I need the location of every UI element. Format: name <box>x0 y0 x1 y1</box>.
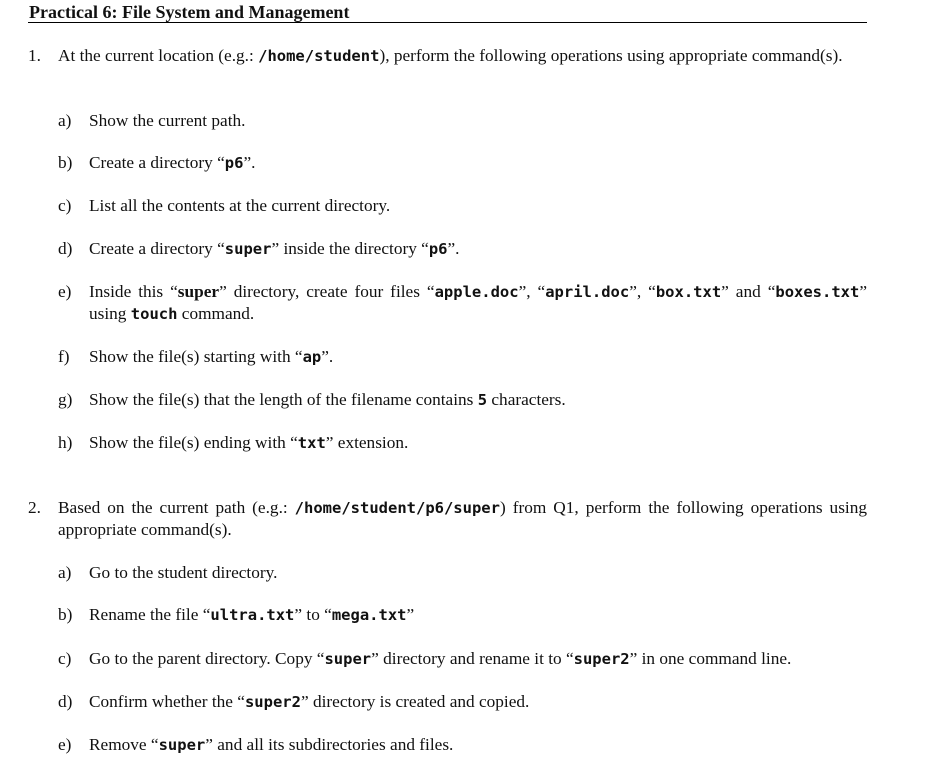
item-label: g) <box>58 390 73 409</box>
q2-item-c <box>58 648 867 670</box>
q2-item-e <box>58 734 867 756</box>
item-text: Go to the parent directory. Copy “super” directory and rename it to “super2” in one command line. <box>89 649 792 668</box>
item-text: Confirm whether the “super2” directory is created and copied. <box>89 692 530 711</box>
code-term: txt <box>297 434 326 452</box>
bold-term: super <box>177 282 220 301</box>
item-text: Show the file(s) starting with “ap”. <box>89 347 334 366</box>
code-term: apple.doc <box>434 283 519 301</box>
question-number: 2. <box>28 498 41 517</box>
code-term: ultra.txt <box>210 606 295 624</box>
item-text: Show the file(s) ending with “txt” extension. <box>89 433 409 452</box>
code-term: super <box>224 240 272 258</box>
item-text: Create a directory “super” inside the directory “p6”. <box>89 239 460 258</box>
item-text: Go to the student directory. <box>89 563 278 582</box>
item-text: Show the current path. <box>89 111 246 130</box>
q1-item-g <box>58 389 867 411</box>
question-1 <box>28 45 867 67</box>
q1-item-e <box>58 281 867 325</box>
code-term: box.txt <box>655 283 722 301</box>
item-label: d) <box>58 239 73 258</box>
title-underline <box>28 22 867 23</box>
item-text: Rename the file “ultra.txt” to “mega.txt” <box>89 605 415 624</box>
code-term: mega.txt <box>331 606 407 624</box>
code-term: boxes.txt <box>775 283 860 301</box>
item-label: a) <box>58 563 72 582</box>
item-label: e) <box>58 735 72 754</box>
item-text: Remove “super” and all its subdirectories and files. <box>89 735 454 754</box>
q1-item-f <box>58 346 867 368</box>
code-term: 5 <box>477 391 488 409</box>
q1-item-c <box>58 195 867 217</box>
page-title: Practical 6: File System and Management <box>29 2 350 22</box>
q2-item-a <box>58 562 867 584</box>
code-term: p6 <box>224 154 244 172</box>
item-label: e) <box>58 282 72 301</box>
code-path: /home/student <box>258 47 380 65</box>
q2-item-d <box>58 691 867 713</box>
question-text: Based on the current path (e.g.: /home/student/p6/super) from Q1, perform the following operations using appropriate command(s). <box>58 498 867 539</box>
q1-item-d <box>58 238 867 260</box>
item-label: b) <box>58 605 73 624</box>
code-term: april.doc <box>545 283 630 301</box>
item-label: c) <box>58 196 72 215</box>
code-term: touch <box>130 305 178 323</box>
code-term: ap <box>302 348 322 366</box>
item-text: List all the contents at the current directory. <box>89 196 391 215</box>
code-term: super <box>324 650 372 668</box>
code-term: super2 <box>573 650 630 668</box>
item-text: Show the file(s) that the length of the filename contains 5 characters. <box>89 390 566 409</box>
item-label: a) <box>58 111 72 130</box>
question-number: 1. <box>28 46 41 65</box>
question-2 <box>28 497 867 541</box>
item-text: Inside this “super” directory, create four files “apple.doc”, “april.doc”, “box.txt” and “boxes.txt” using touch command. <box>89 282 868 323</box>
code-term: super <box>158 736 206 754</box>
code-term: p6 <box>428 240 448 258</box>
item-label: d) <box>58 692 73 711</box>
item-label: f) <box>58 347 70 366</box>
item-label: h) <box>58 433 73 452</box>
item-label: b) <box>58 153 73 172</box>
code-term: super2 <box>244 693 301 711</box>
item-text: Create a directory “p6”. <box>89 153 256 172</box>
question-text: At the current location (e.g.: /home/student), perform the following operations using appropriate command(s). <box>58 46 843 65</box>
item-label: c) <box>58 649 72 668</box>
q1-item-h <box>58 432 867 454</box>
q1-item-a <box>58 110 867 132</box>
q1-item-b <box>58 152 867 174</box>
code-path: /home/student/p6/super <box>294 499 500 517</box>
q2-item-b <box>58 604 867 626</box>
